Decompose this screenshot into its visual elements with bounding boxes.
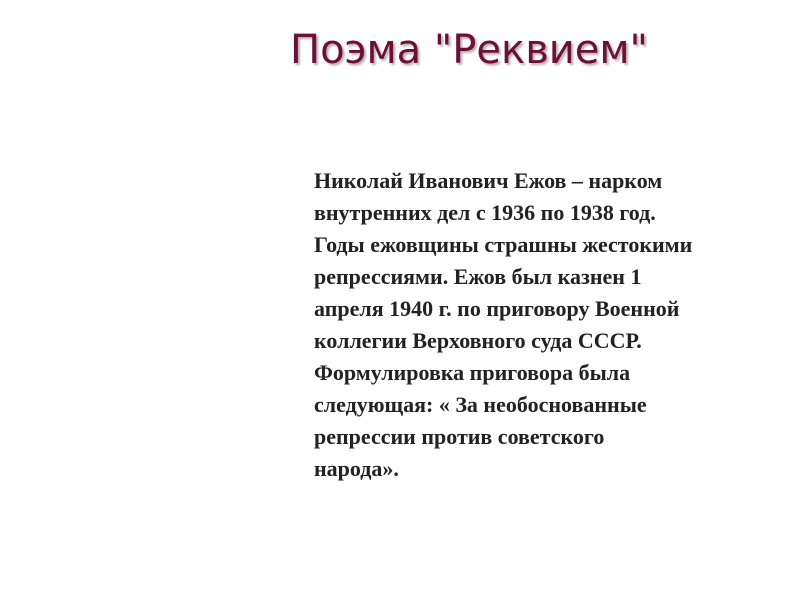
body-line: Годы ежовщины страшны жестокими <box>314 232 693 257</box>
body-line: репрессии против советского <box>314 424 605 449</box>
body-line: апреля 1940 г. по приговору Военной <box>314 296 680 321</box>
body-line: внутренних дел с 1936 по 1938 год. <box>314 200 656 225</box>
slide-body-text <box>314 165 784 485</box>
body-line: Формулировка приговора была <box>314 360 631 385</box>
body-line: Николай Иванович Ежов – нарком <box>314 168 663 193</box>
body-line: народа». <box>314 456 399 481</box>
body-line: следующая: « За необоснованные <box>314 392 647 417</box>
body-line: коллегии Верховного суда СССР. <box>314 328 642 353</box>
body-line: репрессиями. Ежов был казнен 1 <box>314 264 642 289</box>
slide-title: Поэма "Реквием" <box>290 27 648 73</box>
